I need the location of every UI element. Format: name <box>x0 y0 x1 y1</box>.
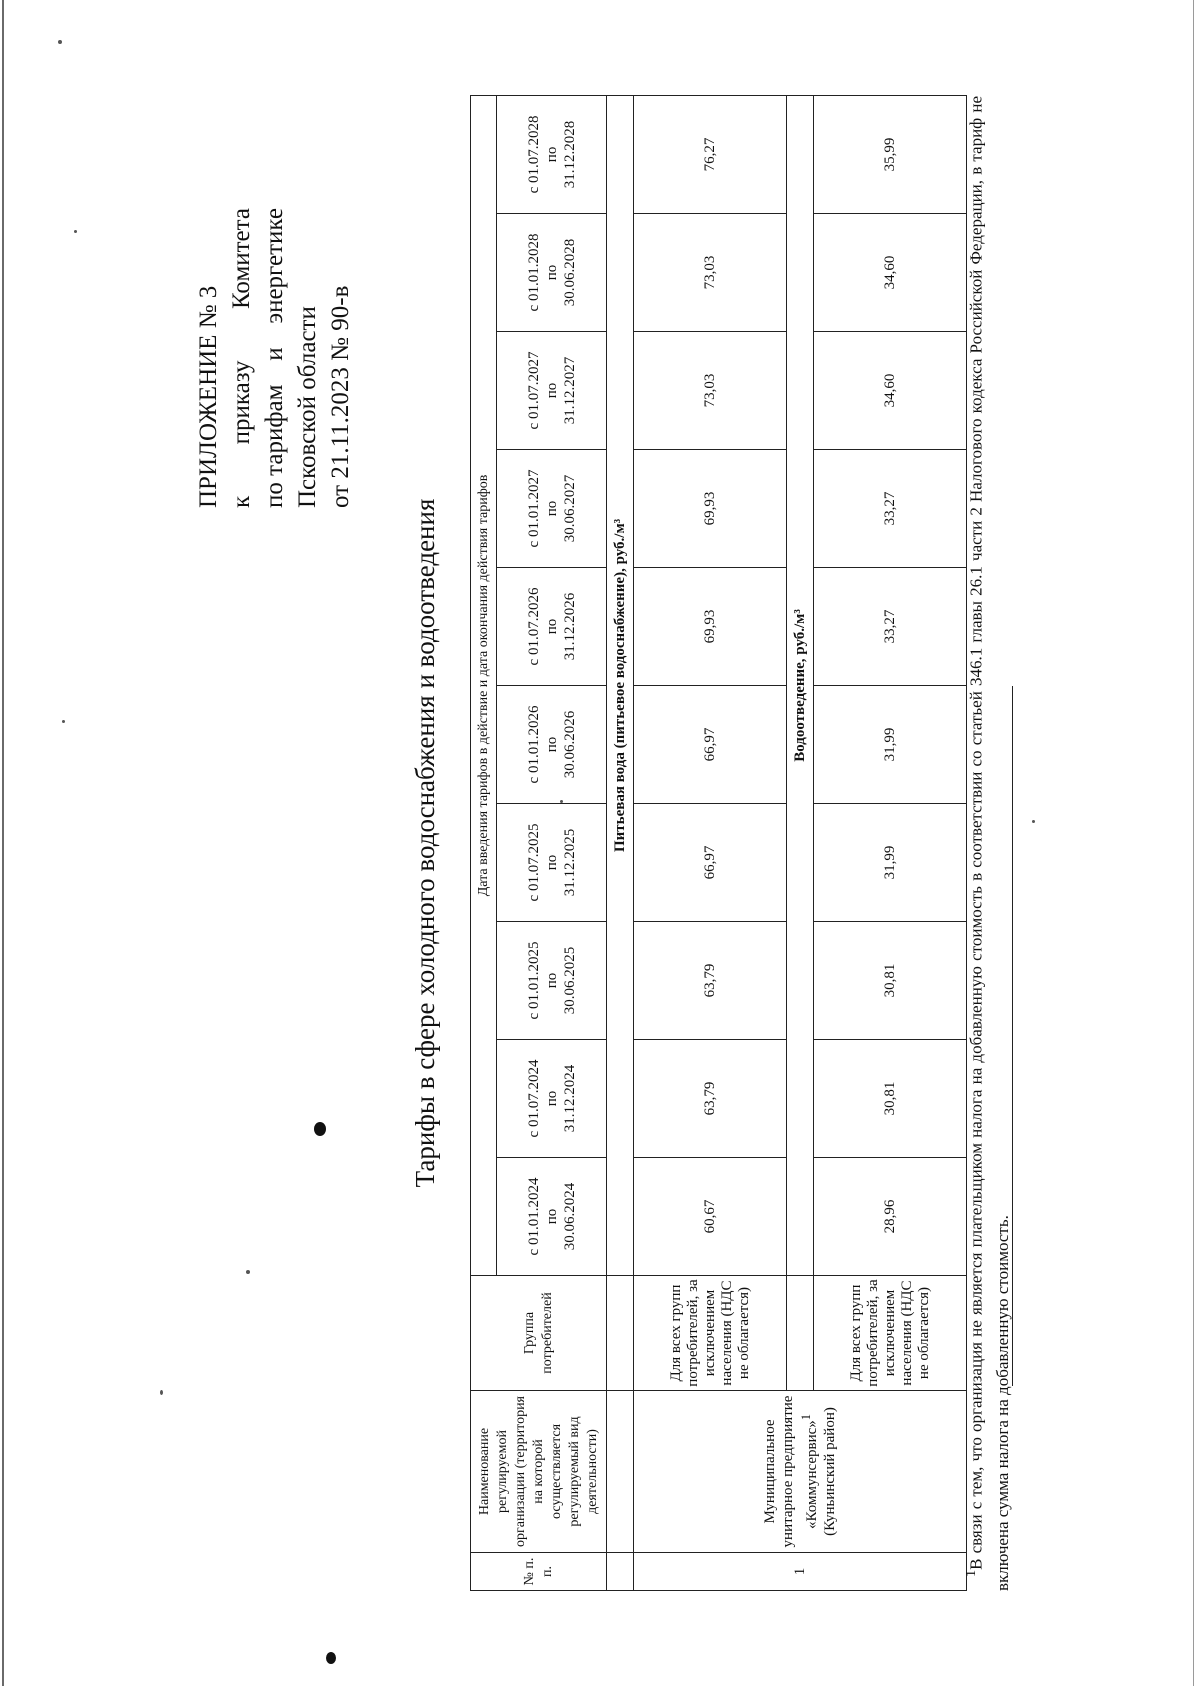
tariff-value: 69,93 <box>634 568 787 686</box>
period-header <box>497 95 607 213</box>
table-row <box>634 95 787 1590</box>
appendix-line <box>258 208 291 508</box>
row-number: 1 <box>634 1553 967 1591</box>
period-by: по <box>543 736 560 753</box>
appendix-line <box>291 208 324 508</box>
consumer-group: Для всех групп потребителей, за исключением населения (НДС не облагается) <box>634 1276 787 1391</box>
table-header-row <box>471 95 497 1590</box>
period-to: 31.12.2026 <box>561 592 578 661</box>
appendix-word: энергетике <box>261 208 288 324</box>
table-cell <box>607 1391 634 1553</box>
footnote-text: В связи с тем, что организация не является плательщиком налога на добавленную стоимость в соответствии со статьей 346.1 главы 26.1 части 2 Налогового кодекса Российской Федерации, в тариф не включена сумма налога на добавленную стоимость. <box>966 96 1012 1591</box>
period-by: по <box>543 382 560 399</box>
appendix-order-date: от 21.11.2023 № 90-в <box>327 285 354 508</box>
period-from: с 01.01.2028 <box>525 233 542 312</box>
tariff-value: 34,60 <box>814 332 967 450</box>
period-by: по <box>543 972 560 989</box>
period-by: по <box>543 500 560 517</box>
period-from: с 01.07.2028 <box>525 115 542 194</box>
org-name-cell <box>634 1391 967 1553</box>
appendix-number: ПРИЛОЖЕНИЕ № 3 <box>195 285 222 508</box>
period-header <box>497 922 607 1040</box>
tariff-value: 31,99 <box>814 804 967 922</box>
header-group: Группа потребителей <box>471 1276 607 1391</box>
appendix-word: приказу <box>228 360 255 445</box>
header-org: Наименование регулируемой организации (территория на которой осуществляется регулируемый вид деятельности) <box>471 1391 607 1553</box>
footnote <box>958 96 1016 1591</box>
period-header <box>497 568 607 686</box>
period-to: 30.06.2027 <box>561 474 578 543</box>
section-row-sewage <box>787 95 814 1590</box>
tariff-value: 66,97 <box>634 804 787 922</box>
tariff-value: 69,93 <box>634 450 787 568</box>
tariff-value: 73,03 <box>634 214 787 332</box>
period-header <box>497 804 607 922</box>
appendix-word: по тарифам <box>261 384 288 508</box>
appendix-line <box>324 208 357 508</box>
appendix-region: Псковской области <box>294 306 321 508</box>
page-title: Тарифы в сфере холодного водоснабжения и водоотведения <box>410 498 440 1188</box>
period-header <box>497 332 607 450</box>
header-dates-caption: Дата введения тарифов в действие и дата окончания действия тарифов <box>471 95 497 1275</box>
consumer-group: Для всех групп потребителей, за исключением населения (НДС не облагается) <box>814 1276 967 1391</box>
tariff-value: 63,79 <box>634 1040 787 1158</box>
org-region: (Куньинский район) <box>822 1407 838 1536</box>
tariff-value: 33,27 <box>814 450 967 568</box>
period-from: с 01.01.2026 <box>525 705 542 784</box>
period-from: с 01.01.2025 <box>525 941 542 1020</box>
period-by: по <box>543 1090 560 1107</box>
period-by: по <box>543 1208 560 1225</box>
period-to: 30.06.2028 <box>561 238 578 307</box>
section-row-water <box>607 95 634 1590</box>
appendix-word: Комитета <box>228 208 255 310</box>
footnote-mark: 1 <box>963 1569 979 1577</box>
tariff-value: 30,81 <box>814 1040 967 1158</box>
period-from: с 01.07.2027 <box>525 351 542 430</box>
org-name: Муниципальное унитарное предприятие «Коммунсервис» <box>762 1395 820 1548</box>
tariff-value: 60,67 <box>634 1158 787 1276</box>
period-by: по <box>543 854 560 871</box>
period-header <box>497 686 607 804</box>
appendix-word: к <box>228 495 255 508</box>
period-from: с 01.01.2024 <box>525 1177 542 1256</box>
appendix-word: и <box>261 347 288 361</box>
period-to: 31.12.2028 <box>561 120 578 189</box>
signature-rule <box>1012 686 1013 1386</box>
table-cell <box>607 1553 634 1591</box>
period-to: 31.12.2024 <box>561 1064 578 1133</box>
tariff-value: 30,81 <box>814 922 967 1040</box>
period-to: 30.06.2025 <box>561 946 578 1015</box>
period-from: с 01.07.2025 <box>525 823 542 902</box>
appendix-block <box>192 208 357 508</box>
section-title: Водоотведение, руб./м³ <box>787 95 814 1275</box>
period-by: по <box>543 146 560 163</box>
tariff-table <box>470 95 967 1591</box>
tariff-value: 31,99 <box>814 686 967 804</box>
period-to: 31.12.2027 <box>561 356 578 425</box>
period-header <box>497 214 607 332</box>
period-to: 30.06.2026 <box>561 710 578 779</box>
header-num: № п. п. <box>471 1553 607 1591</box>
table-cell <box>607 1276 634 1391</box>
period-from: с 01.07.2024 <box>525 1059 542 1138</box>
period-to: 31.12.2025 <box>561 828 578 897</box>
tariff-value: 73,03 <box>634 332 787 450</box>
tariff-value: 33,27 <box>814 568 967 686</box>
period-to: 30.06.2024 <box>561 1182 578 1251</box>
table-cell <box>787 1276 814 1391</box>
period-header <box>497 450 607 568</box>
period-by: по <box>543 618 560 635</box>
tariff-value: 76,27 <box>634 95 787 213</box>
period-by: по <box>543 264 560 281</box>
tariff-value: 28,96 <box>814 1158 967 1276</box>
period-from: с 01.07.2026 <box>525 587 542 666</box>
period-from: с 01.01.2027 <box>525 469 542 548</box>
appendix-line <box>192 208 225 508</box>
section-title: Питьевая вода (питьевое водоснабжение), руб./м³ <box>607 95 634 1275</box>
period-header <box>497 1040 607 1158</box>
period-header <box>497 1158 607 1276</box>
footnote-ref: 1 <box>799 1414 813 1421</box>
table-row <box>814 95 967 1590</box>
tariff-value: 63,79 <box>634 922 787 1040</box>
appendix-line <box>225 208 258 508</box>
tariff-value: 35,99 <box>814 95 967 213</box>
tariff-value: 66,97 <box>634 686 787 804</box>
tariff-value: 34,60 <box>814 214 967 332</box>
